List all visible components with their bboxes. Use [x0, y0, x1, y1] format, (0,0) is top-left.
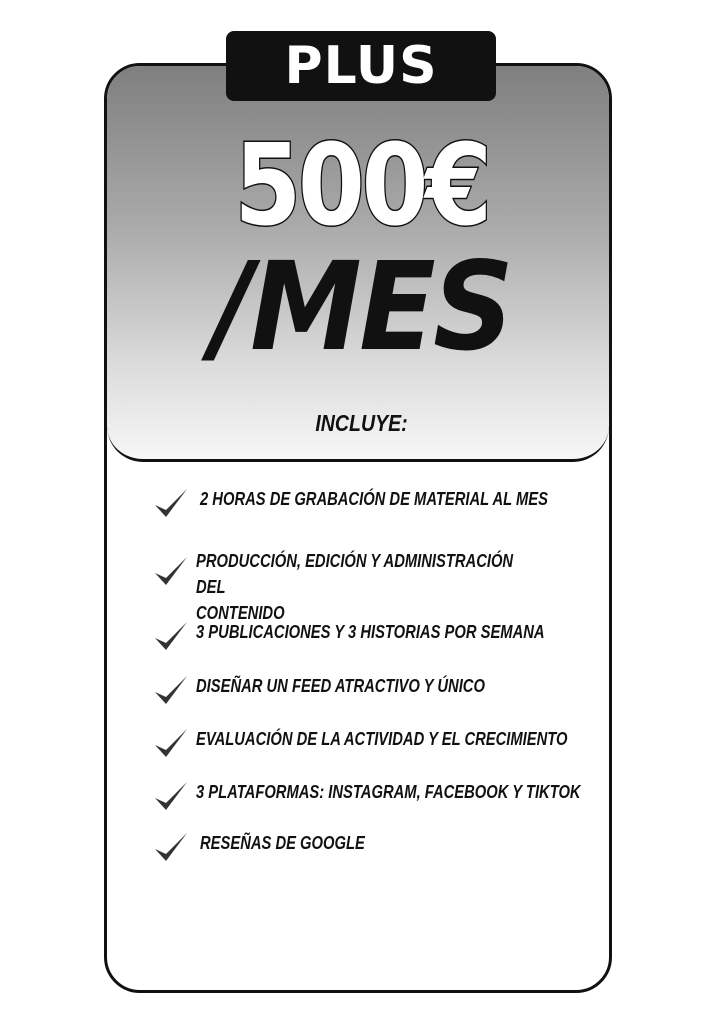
feature-text: 3 PLATAFORMAS: INSTAGRAM, FACEBOOK Y TIKTOK — [196, 782, 581, 802]
feature-text: RESEÑAS DE GOOGLE — [200, 833, 365, 853]
feature-text: EVALUACIÓN DE LA ACTIVIDAD Y EL CRECIMIENTO — [196, 729, 568, 749]
plan-name-badge — [226, 31, 496, 101]
feature-text: DISEÑAR UN FEED ATRACTIVO Y ÚNICO — [196, 676, 485, 696]
feature-text-line-2: CONTENIDO — [196, 603, 285, 623]
plan-name: PLUS — [284, 36, 438, 96]
feature-text: 3 PUBLICACIONES Y 3 HISTORIAS POR SEMANA — [196, 622, 545, 642]
feature-text: 2 HORAS DE GRABACIÓN DE MATERIAL AL MES — [200, 489, 548, 509]
includes-heading: INCLUYE: — [315, 410, 408, 436]
feature-text-line-1: PRODUCCIÓN, EDICIÓN Y ADMINISTRACIÓN DEL — [196, 551, 514, 597]
price-period: /MES — [211, 236, 512, 378]
price-amount: 500€ — [234, 121, 489, 251]
